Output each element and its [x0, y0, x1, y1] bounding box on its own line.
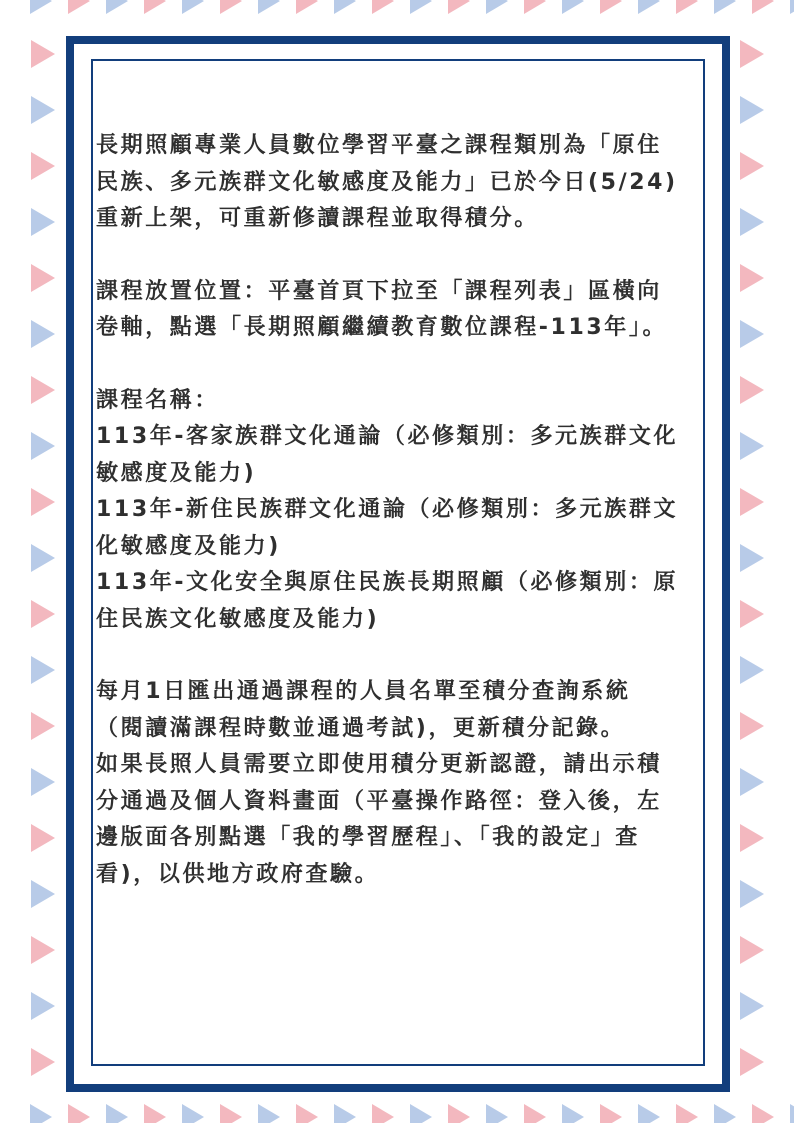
notice-line: 如果長照人員需要立即使用積分更新認證，請出示積: [96, 752, 662, 777]
course-line: 113年-新住民族群文化通論（必修類別：多元族群文: [96, 497, 679, 522]
decorative-triangle: [31, 376, 55, 404]
courses-heading: 課程名稱：: [96, 387, 220, 413]
decorative-triangle: [676, 1104, 698, 1123]
decorative-triangle: [31, 432, 55, 460]
decorative-triangle: [790, 1104, 794, 1123]
notice-line: 邊版面各別點選「我的學習歷程」、「我的設定」查: [96, 825, 640, 850]
intro-line-2: 民族、多元族群文化敏感度及能力」已於今日(5/24): [96, 169, 678, 195]
decorative-triangle: [372, 1104, 394, 1123]
decorative-triangle: [714, 0, 736, 14]
decorative-triangle: [30, 0, 52, 14]
decorative-triangle: [740, 152, 764, 180]
decorative-triangle: [182, 0, 204, 14]
notice-line: （閱讀滿課程時數並通過考試)，更新積分記錄。: [96, 715, 626, 741]
decorative-triangle: [372, 0, 394, 14]
decorative-triangle: [31, 264, 55, 292]
decorative-triangle: [106, 0, 128, 14]
decorative-triangle: [30, 1104, 52, 1123]
course-line: 敏感度及能力): [96, 460, 257, 486]
decorative-triangle: [790, 0, 794, 14]
decorative-triangle: [220, 0, 242, 14]
decorative-triangle: [638, 1104, 660, 1123]
intro-line-1: 長期照顧專業人員數位學習平臺之課程類別為「原住: [96, 133, 662, 158]
decorative-triangle: [410, 0, 432, 14]
decorative-triangle: [448, 0, 470, 14]
decorative-triangle: [524, 0, 546, 14]
decorative-triangle: [31, 712, 55, 740]
decorative-triangle: [31, 152, 55, 180]
decorative-triangle: [740, 40, 764, 68]
notice-content: [96, 128, 696, 893]
spacer: [96, 238, 696, 274]
decorative-triangle: [740, 712, 764, 740]
decorative-triangle: [68, 0, 90, 14]
decorative-triangle: [220, 1104, 242, 1123]
decorative-triangle: [740, 544, 764, 572]
decorative-triangle: [258, 0, 280, 14]
decorative-triangle: [740, 992, 764, 1020]
location-line-1: 課程放置位置：平臺首頁下拉至「課程列表」區橫向: [96, 278, 662, 304]
decorative-triangle: [31, 488, 55, 516]
decorative-triangle: [31, 544, 55, 572]
location-line-2: 卷軸，點選「長期照顧繼續教育數位課程-113年」。: [96, 315, 668, 340]
notice-line: 看)，以供地方政府查驗。: [96, 861, 380, 887]
decorative-triangle: [714, 1104, 736, 1123]
decorative-triangle: [740, 768, 764, 796]
decorative-triangle: [740, 656, 764, 684]
decorative-triangle: [600, 1104, 622, 1123]
decorative-triangle: [676, 0, 698, 14]
decorative-triangle: [486, 0, 508, 14]
spacer: [96, 638, 696, 674]
decorative-triangle: [752, 0, 774, 14]
decorative-triangle: [31, 880, 55, 908]
notice-line: 分通過及個人資料畫面（平臺操作路徑：登入後，左: [96, 788, 662, 814]
decorative-triangle: [740, 936, 764, 964]
decorative-triangle: [144, 0, 166, 14]
decorative-triangle: [740, 1048, 764, 1076]
decorative-triangle: [740, 320, 764, 348]
decorative-triangle: [638, 0, 660, 14]
decorative-triangle: [740, 600, 764, 628]
decorative-triangle: [740, 824, 764, 852]
decorative-triangle: [562, 1104, 584, 1123]
course-line: 住民族文化敏感度及能力): [96, 606, 380, 632]
decorative-triangle: [258, 1104, 280, 1123]
decorative-triangle: [296, 0, 318, 14]
decorative-triangle: [752, 1104, 774, 1123]
decorative-triangle: [740, 264, 764, 292]
decorative-triangle: [334, 1104, 356, 1123]
intro-line-3: 重新上架，可重新修讀課程並取得積分。: [96, 206, 539, 231]
course-line: 化敏感度及能力): [96, 533, 281, 559]
decorative-triangle: [410, 1104, 432, 1123]
course-line: 113年-客家族群文化通論（必修類別：多元族群文化: [96, 424, 679, 449]
course-line: 113年-文化安全與原住民族長期照顧（必修類別：原: [96, 570, 679, 595]
decorative-triangle: [334, 0, 356, 14]
decorative-triangle: [740, 208, 764, 236]
decorative-triangle: [31, 600, 55, 628]
decorative-triangle: [31, 320, 55, 348]
decorative-triangle: [31, 208, 55, 236]
decorative-triangle: [182, 1104, 204, 1123]
decorative-triangle: [562, 0, 584, 14]
decorative-triangle: [740, 376, 764, 404]
decorative-triangle: [31, 768, 55, 796]
decorative-triangle: [31, 824, 55, 852]
decorative-triangle: [31, 40, 55, 68]
decorative-triangle: [524, 1104, 546, 1123]
notice-line: 每月1日匯出通過課程的人員名單至積分查詢系統: [96, 679, 631, 704]
decorative-triangle: [740, 488, 764, 516]
decorative-triangle: [448, 1104, 470, 1123]
decorative-triangle: [31, 96, 55, 124]
decorative-triangle: [31, 1048, 55, 1076]
decorative-triangle: [486, 1104, 508, 1123]
decorative-triangle: [31, 656, 55, 684]
decorative-triangle: [144, 1104, 166, 1123]
decorative-triangle: [31, 936, 55, 964]
decorative-triangle: [106, 1104, 128, 1123]
decorative-triangle: [68, 1104, 90, 1123]
decorative-triangle: [740, 432, 764, 460]
decorative-triangle: [740, 880, 764, 908]
spacer: [96, 347, 696, 383]
decorative-triangle: [296, 1104, 318, 1123]
decorative-triangle: [740, 96, 764, 124]
decorative-triangle: [31, 992, 55, 1020]
decorative-triangle: [600, 0, 622, 14]
